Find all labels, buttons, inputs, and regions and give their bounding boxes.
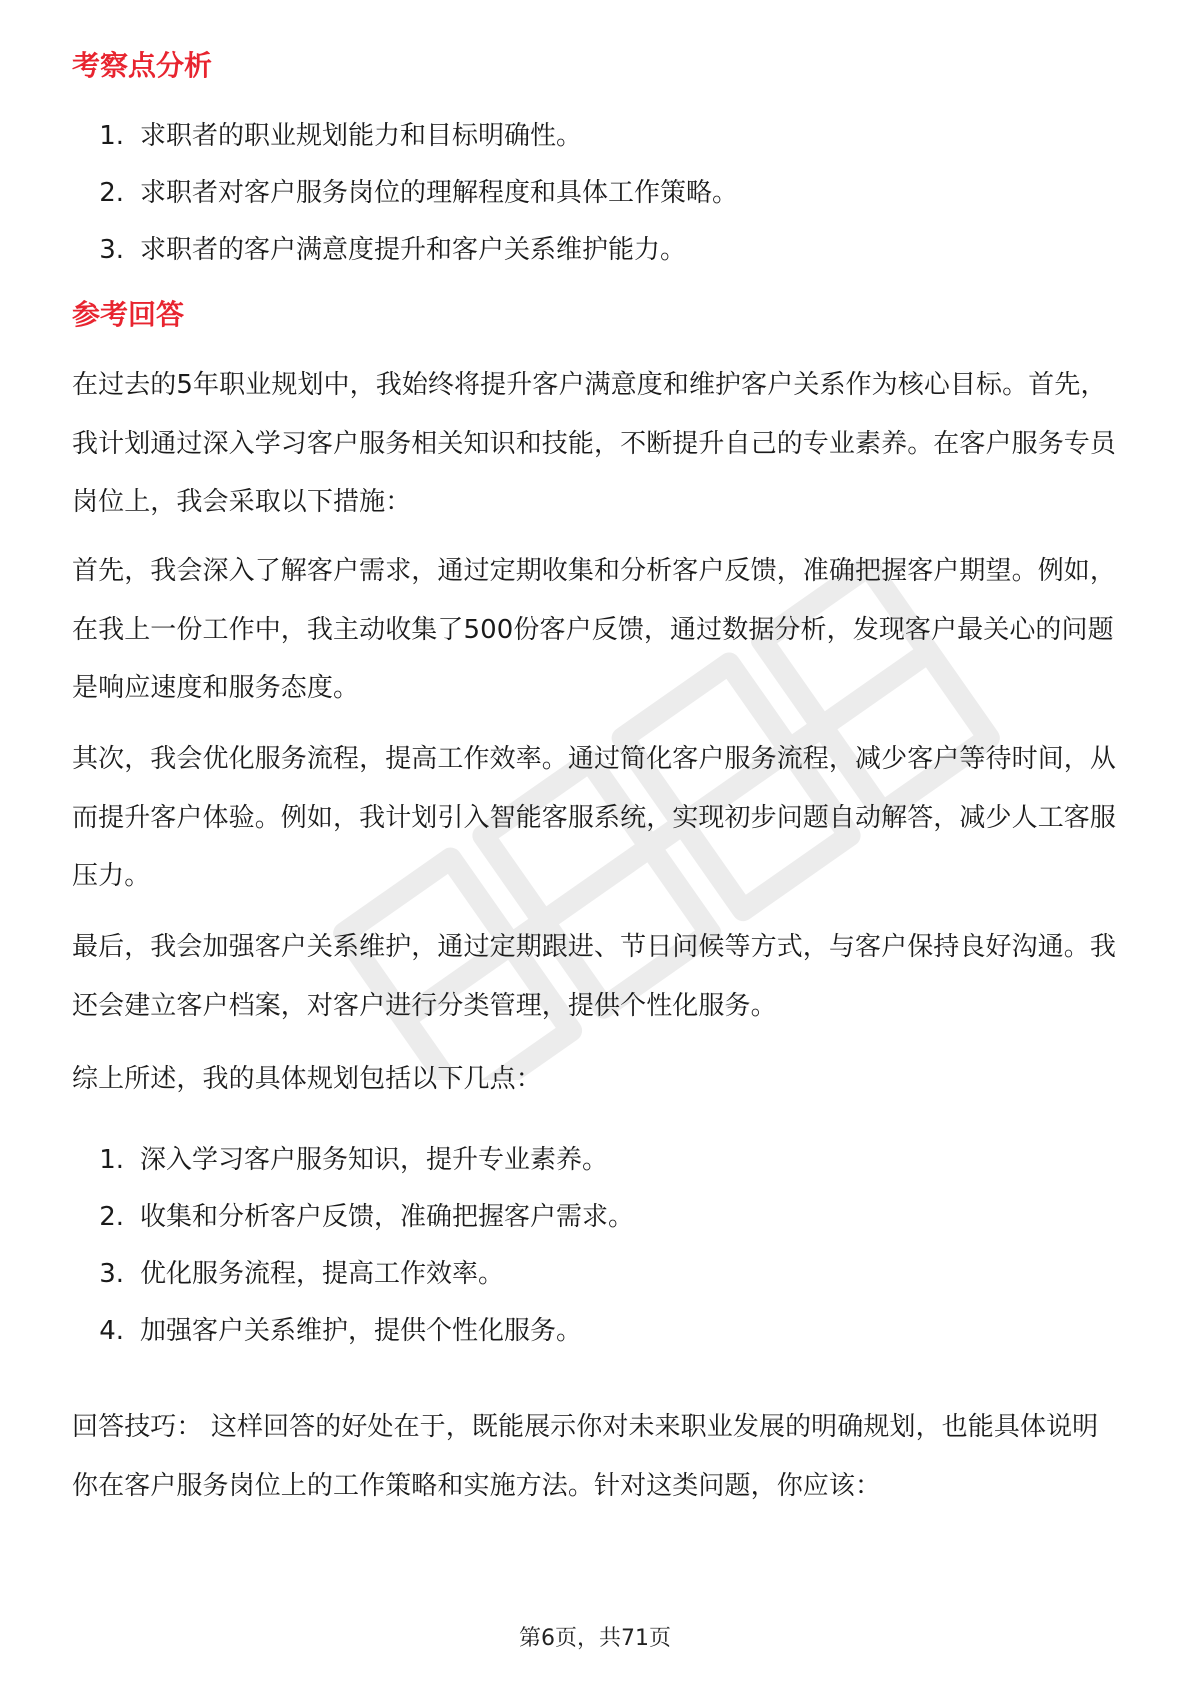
answer-summary: 综上所述，我的具体规划包括以下几点：	[72, 1064, 542, 1094]
plan-list	[72, 1132, 634, 1360]
section-title-analysis: 考察点分析	[72, 49, 213, 82]
list-item: 1. 求职者的职业规划能力和目标明确性。	[99, 121, 583, 151]
answer-paragraph-intro: 在过去的5年职业规划中，我始终将提升客户满意度和维护客户关系作为核心目标。首先，我计划通过深入学习客户服务相关知识和技能，不断提升自己的专业素养。在客户服务专员岗位上，我会采取以下措施：	[72, 370, 1117, 517]
answer-paragraph-first: 首先，我会深入了解客户需求，通过定期收集和分析客户反馈，准确把握客户期望。例如，在我上一份工作中，我主动收集了500份客户反馈，通过数据分析，发现客户最关心的问题是响应速度和服务态度。	[72, 556, 1117, 703]
analysis-list	[72, 108, 738, 279]
list-item: 2. 收集和分析客户反馈，准确把握客户需求。	[99, 1202, 635, 1232]
list-item: 3. 优化服务流程，提高工作效率。	[99, 1259, 505, 1289]
list-item: 1. 深入学习客户服务知识，提升专业素养。	[99, 1145, 609, 1175]
list-item: 4. 加强客户关系维护，提供个性化服务。	[99, 1316, 583, 1346]
answer-paragraph-second: 其次，我会优化服务流程，提高工作效率。通过简化客户服务流程，减少客户等待时间，从而提升客户体验。例如，我计划引入智能客服系统，实现初步问题自动解答，减少人工客服压力。	[72, 744, 1117, 891]
list-item: 2. 求职者对客户服务岗位的理解程度和具体工作策略。	[99, 178, 739, 208]
section-title-answer: 参考回答	[72, 298, 185, 331]
answer-tips: 回答技巧： 这样回答的好处在于，既能展示你对未来职业发展的明确规划，也能具体说明你在客户服务岗位上的工作策略和实施方法。针对这类问题，你应该：	[72, 1412, 1099, 1501]
page-number: 第6页，共71页	[519, 1626, 671, 1651]
list-item: 3. 求职者的客户满意度提升和客户关系维护能力。	[99, 235, 687, 265]
answer-paragraph-last: 最后，我会加强客户关系维护，通过定期跟进、节日问候等方式，与客户保持良好沟通。我还会建立客户档案，对客户进行分类管理，提供个性化服务。	[72, 932, 1117, 1021]
